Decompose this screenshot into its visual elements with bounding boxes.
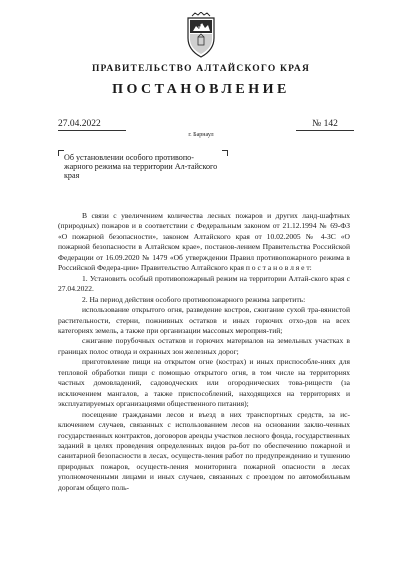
subject-block — [58, 150, 228, 190]
body-paragraph: приготовление пищи на открытом огне (кострах) и иных приспособле-ниях для тепловой обработки пищи с помощью открытого огня, в том числе на территориях частных домовладений, садоводческих или огороднических това-риществ (за исключением мангалов, а также приспособлений, находящихся на территориях и эксплуатируемых организациями общественного питания); — [58, 357, 350, 409]
number-underline — [296, 130, 354, 131]
body-paragraph: 2. На период действия особого противопожарного режима запретить: — [82, 294, 306, 304]
document-title: ПОСТАНОВЛЕНИЕ — [112, 82, 290, 97]
city-label: г. Барнаул — [188, 132, 214, 138]
number-field — [296, 118, 354, 131]
body-paragraph: В связи с увеличением количества лесных пожаров и других ланд-шафтных (природных) пожаров и в соответствии с Федеральным законом от 21.12.1994 № 69-ФЗ «О пожарной безопасности», законом Алтайского края от 10.02.2005 № 4-ЗС «О пожарной безопасности в Алтайском крае», постанов-лением Правительства Российской Федерации от 16.09.2020 № 1479 «Об утверждении Правил противопожарного режима в Российской Федера-ции» Правительство Алтайского края п о с т а н о в л я е т: — [58, 211, 350, 273]
body-paragraph: сжигание порубочных остатков и горючих материалов на земельных участках в границах полос отвода и охранных зон железных дорог; — [58, 336, 350, 356]
government-name: ПРАВИТЕЛЬСТВО АЛТАЙСКОГО КРАЯ — [91, 64, 311, 74]
document-body — [58, 211, 350, 493]
coat-of-arms-icon — [184, 12, 218, 60]
body-paragraph: использование открытого огня, разведение костров, сжигание сухой тра-вянистой растительности, стерни, пожнивных остатков и иных горючих отхо-дов на всех категориях земель, а также при организации массовых мероприя-тий; — [58, 305, 350, 335]
date-underline — [58, 130, 126, 131]
document-number: № 142 — [312, 119, 338, 129]
corner-mark-right — [222, 150, 228, 156]
body-paragraph: 1. Установить особый противопожарный режим на территории Алтай-ского края с 27.04.2022. — [58, 273, 350, 294]
date-field — [58, 118, 126, 131]
document-date: 27.04.2022 — [58, 119, 101, 129]
document-subject: Об установлении особого противопо-жарного режима на территории Ал-тайского края — [64, 153, 218, 181]
body-paragraph: посещение гражданами лесов и въезд в них транспортных средств, за ис-ключением случаев, связанных с использованием лесов на основании заклю-ченных государственных контрактов, договоров аренды участков лесного фонда, государственных заданий в целях проведения определенных видов ра-бот по обеспечению пожарной и санитарной безопасности в лесах, осуществ-ления работ по предупреждению и тушению природных пожаров, осуществ-ления мониторинга пожарной опасности в лесах уполномоченными лицами и иных случаев, связанных с проездом по автомобильным дорогам общего поль- — [58, 409, 350, 492]
